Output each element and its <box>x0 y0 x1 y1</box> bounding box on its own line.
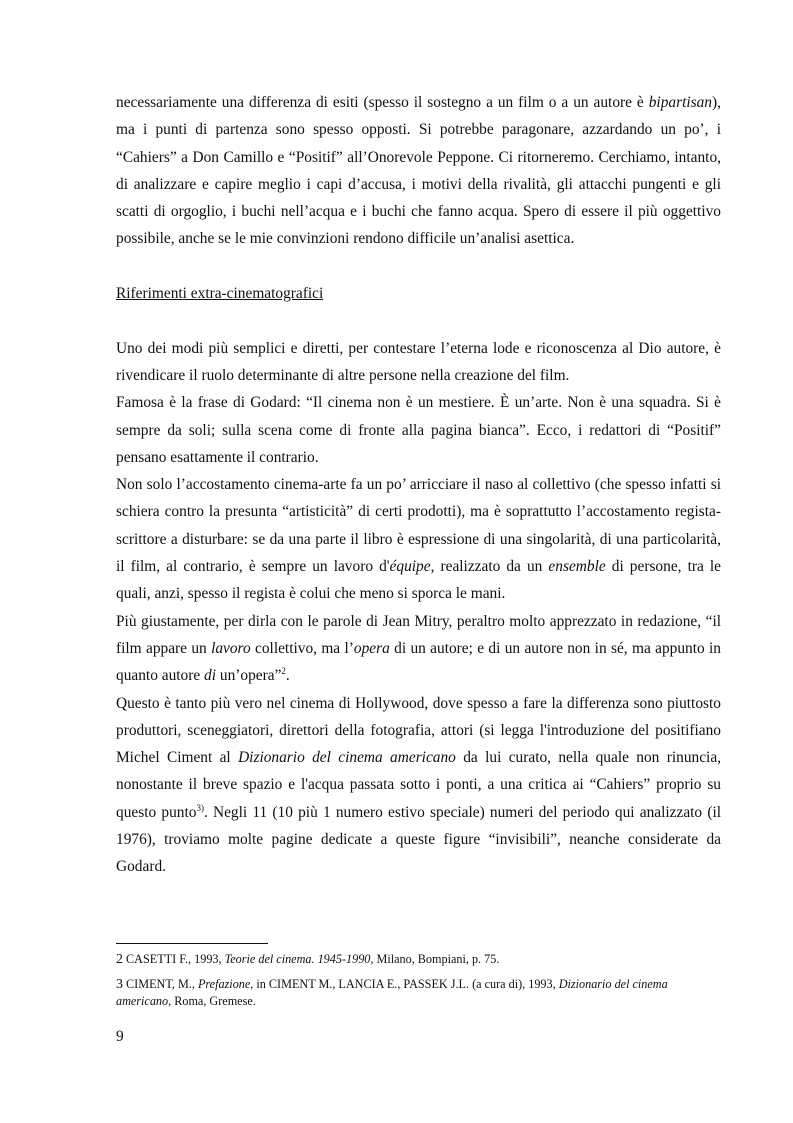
footnote-separator <box>116 943 268 944</box>
page-body <box>116 89 721 881</box>
paragraph-4: Non solo l’accostamento cinema-arte fa un po’ arricciare il naso al collettivo (che spesso infatti si schiera contro la presunta “artisticità” di certi prodotti), ma è soprattutto l’accostamento regista-scrittore a disturbare: se da una parte il libro è espressione di una singolarità, di una particolarità, il film, al contrario, è sempre un lavoro d'équipe, realizzato da un ensemble di persone, tra le quali, anzi, spesso il regista è colui che meno si sporca le mani. <box>116 476 721 603</box>
paragraph-2: Uno dei modi più semplici e diretti, per contestare l’eterna lode e riconoscenza al Dio autore, è rivendicare il ruolo determinante di altre persone nella creazione del film. <box>116 339 721 384</box>
footnote-ref-2: 2 <box>281 666 286 677</box>
footnote-ref-3: 3) <box>196 802 204 813</box>
paragraph-3: Famosa è la frase di Godard: “Il cinema non è un mestiere. È un’arte. Non è una squadra. Si è sempre da soli; sulla scena come di fronte alla pagina bianca”. Ecco, i redattori di “Positif” pensano esattamente il contrario. <box>116 394 721 466</box>
paragraph-6: Questo è tanto più vero nel cinema di Hollywood, dove spesso a fare la differenza sono piuttosto produttori, sceneggiatori, direttori della fotografia, attori (si legga l'introduzione del positifiano Michel Ciment al Dizionario del cinema americano da lui curato, nella quale non rinuncia, nonostante il breve spazio e l'acqua passata sotto i ponti, a una critica ai “Cahiers” proprio su questo punto$^{3)}$. Negli 11 (10 più 1 numero estivo speciale) numeri del periodo qui analizzato (il 1976), troviamo molte pagine dedicate a queste figure “invisibili”, neanche considerate da Godard. <box>116 694 721 876</box>
section-heading: Riferimenti extra-cinematografici <box>116 285 324 303</box>
page-number: 9 <box>116 1028 124 1045</box>
paragraph-5: Più giustamente, per dirla con le parole di Jean Mitry, peraltro molto apprezzato in redazione, “il film appare un lavoro collettivo, ma l’opera di un autore; e di un autore non in sé, ma appunto in quanto autore di un’opera”$^2$. <box>116 612 722 685</box>
paragraph-1: necessariamente una differenza di esiti (spesso il sostegno a un film o a un autore è bipartisan), ma i punti di partenza sono spesso opposti. Si potrebbe paragonare, azzardando un po’, i “Cahiers” a Don Camillo e “Positif” all’Onorevole Peppone. Ci ritorneremo. Cerchiamo, intanto, di analizzare e capire meglio i capi d’accusa, i motivi della rivalità, gli attacchi pungenti e gli scatti di orgoglio, i buchi nell’acqua e i buchi che fanno acqua. Spero di essere il più oggettivo possibile, anche se le mie convinzioni rendono difficile un’analisi asettica. <box>116 94 721 248</box>
footnotes <box>116 951 706 1018</box>
footnote-3: 3 CIMENT, M., Prefazione, in CIMENT M., LANCIA E., PASSEK J.L. (a cura di), 1993, Dizionario del cinema americano, Roma, Gremese. <box>116 977 668 1008</box>
footnote-2: 2 CASETTI F., 1993, Teorie del cinema. 1945-1990, Milano, Bompiani, p. 75. <box>116 952 500 967</box>
